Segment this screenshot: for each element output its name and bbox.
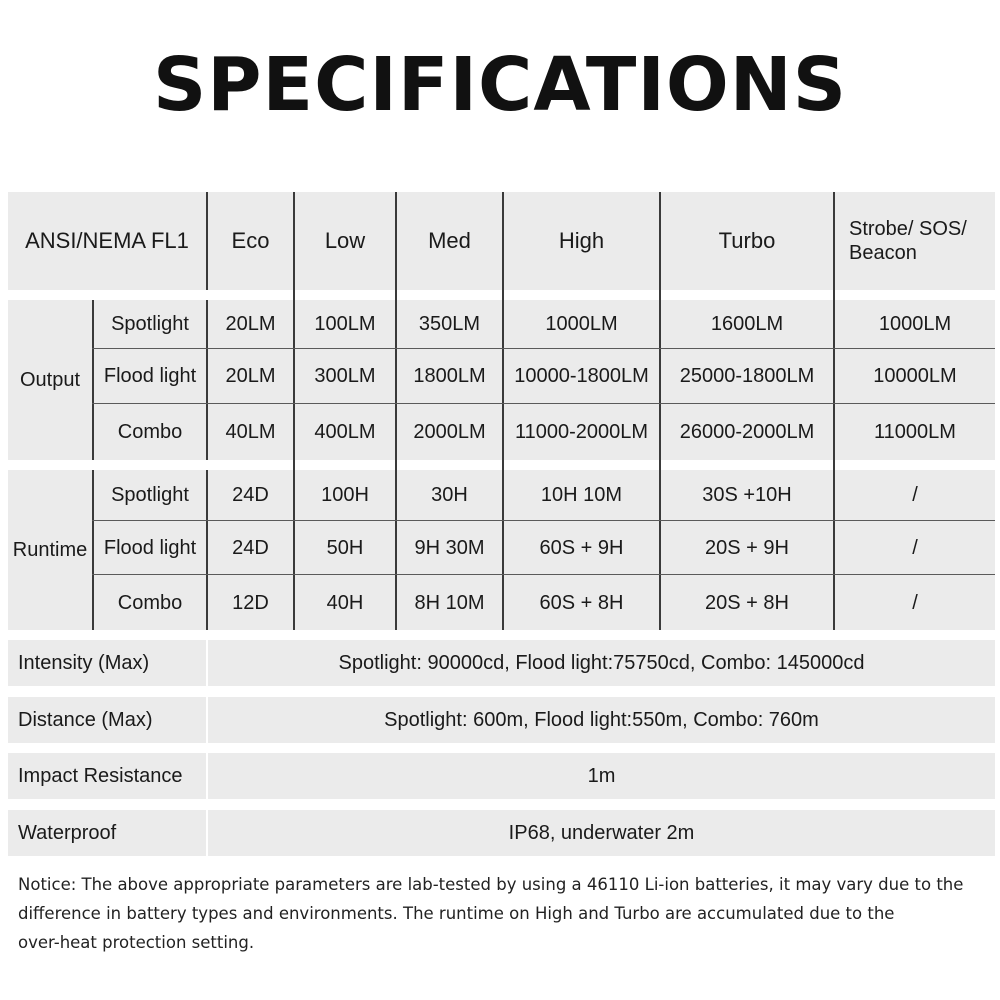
table-cell-text: 24D xyxy=(232,484,269,506)
table-cell-text: 25000-1800LM xyxy=(679,365,815,387)
header-mode-label: Low xyxy=(324,227,366,253)
header-mode-high xyxy=(504,192,659,290)
grid-line xyxy=(659,192,661,630)
table-cell-text: 40H xyxy=(326,591,364,614)
grid-line xyxy=(502,192,504,630)
spec-value xyxy=(208,697,995,743)
grid-line xyxy=(833,192,835,630)
table-cell-text: 8H 10M xyxy=(414,591,485,614)
table-cell-text: 30H xyxy=(431,484,468,506)
table-row-label-text: Combo xyxy=(117,591,183,614)
table-cell-text: 1800LM xyxy=(413,365,486,387)
table-row-label xyxy=(94,300,206,348)
table-row-label-text: Combo xyxy=(117,421,183,443)
table-cell xyxy=(504,300,659,348)
table-cell xyxy=(661,349,833,403)
table-cell xyxy=(208,349,293,403)
table-cell xyxy=(835,521,995,574)
spec-label-text: Waterproof xyxy=(18,822,117,844)
table-cell-text: 1000LM xyxy=(545,313,618,335)
table-cell-text: 26000-2000LM xyxy=(679,421,815,443)
spec-label xyxy=(8,810,206,856)
table-cell xyxy=(295,575,395,630)
spec-value-text: Spotlight: 90000cd, Flood light:75750cd, Combo: 145000cd xyxy=(338,652,865,674)
output-group-label-cell xyxy=(8,300,92,460)
table-cell xyxy=(208,575,293,630)
notice-line: difference in battery types and environments. The runtime on High and Turbo are accumulated due to the xyxy=(18,904,895,923)
table-row-label xyxy=(94,575,206,630)
table-cell-text: 1000LM xyxy=(878,313,952,335)
table-cell-text: 30S +10H xyxy=(702,484,792,506)
grid-line xyxy=(92,574,995,575)
grid-line xyxy=(206,300,208,460)
table-cell-text: 9H 30M xyxy=(414,536,485,559)
table-row-label-text: Spotlight xyxy=(111,313,189,335)
grid-line xyxy=(92,520,995,521)
spec-label-text: Distance (Max) xyxy=(18,709,153,731)
header-mode-label: Eco xyxy=(231,227,270,253)
table-cell xyxy=(208,470,293,520)
grid-line xyxy=(293,192,295,630)
table-cell-text: 10000-1800LM xyxy=(514,365,649,387)
runtime-group-label-cell xyxy=(8,470,92,630)
table-cell xyxy=(504,349,659,403)
header-mode-label: Med xyxy=(428,227,471,253)
table-cell-text: 100LM xyxy=(314,313,376,335)
grid-line xyxy=(92,300,94,460)
table-cell xyxy=(208,404,293,460)
output-group-label: Output xyxy=(19,369,81,391)
table-cell xyxy=(295,349,395,403)
table-cell xyxy=(661,575,833,630)
table-cell xyxy=(835,470,995,520)
table-cell-text: / xyxy=(912,591,918,614)
table-cell xyxy=(835,404,995,460)
table-cell-text: 50H xyxy=(326,536,364,559)
runtime-group-label: Runtime xyxy=(12,539,88,561)
table-cell-text: 12D xyxy=(232,591,269,614)
table-row-label xyxy=(94,470,206,520)
table-cell xyxy=(661,404,833,460)
table-cell-text: 10H 10M xyxy=(540,484,623,506)
table-cell xyxy=(661,470,833,520)
header-label-cell xyxy=(8,192,206,290)
table-cell-text: 350LM xyxy=(418,313,481,335)
table-row-label xyxy=(94,521,206,574)
table-row-label-text: Flood light xyxy=(103,365,197,387)
table-cell-text: 60S + 8H xyxy=(539,591,624,614)
table-cell xyxy=(661,521,833,574)
spec-value-text: 1m xyxy=(587,765,616,787)
table-cell-text: 20LM xyxy=(225,365,276,387)
header-special-line1: Strobe/ SOS/ xyxy=(849,218,967,240)
header-mode-eco xyxy=(208,192,293,290)
header-label: ANSI/NEMA FL1 xyxy=(25,227,189,253)
table-cell xyxy=(504,470,659,520)
table-cell-text: 40LM xyxy=(225,421,276,443)
table-cell xyxy=(295,300,395,348)
header-mode-label: Turbo xyxy=(718,227,776,253)
table-cell-text: 1600LM xyxy=(710,313,784,335)
spec-value xyxy=(208,753,995,799)
table-cell xyxy=(397,470,502,520)
grid-line xyxy=(206,192,208,290)
table-cell-text: 2000LM xyxy=(413,421,486,443)
header-mode-special xyxy=(835,192,995,290)
header-mode-label: High xyxy=(558,227,605,253)
table-cell xyxy=(397,349,502,403)
notice-line: over-heat protection setting. xyxy=(18,933,255,952)
header-special-line2: Beacon xyxy=(849,242,917,264)
table-cell xyxy=(504,404,659,460)
table-cell-text: 11000-2000LM xyxy=(514,421,649,443)
notice-line: Notice: The above appropriate parameters are lab-tested by using a 46110 Li-ion batteries, it may vary due to the xyxy=(18,875,964,894)
table-row-label xyxy=(94,349,206,403)
spec-value xyxy=(208,810,995,856)
table-cell xyxy=(295,404,395,460)
table-cell-text: 10000LM xyxy=(873,365,957,387)
table-cell xyxy=(504,575,659,630)
table-row-label xyxy=(94,404,206,460)
table-cell xyxy=(835,575,995,630)
notice-text xyxy=(18,870,993,957)
spec-label xyxy=(8,640,206,686)
table-cell xyxy=(295,521,395,574)
table-cell-text: 24D xyxy=(232,536,269,559)
header-special-text xyxy=(849,217,967,265)
spec-label xyxy=(8,753,206,799)
spec-label-text: Impact Resistance xyxy=(18,765,183,787)
grid-line xyxy=(92,470,94,630)
table-cell-text: / xyxy=(912,536,918,559)
spec-label xyxy=(8,697,206,743)
table-cell-text: 100H xyxy=(321,484,369,506)
header-mode-turbo xyxy=(661,192,833,290)
spec-label-text: Intensity (Max) xyxy=(18,652,150,674)
table-cell-text: 11000LM xyxy=(874,421,956,443)
header-mode-med xyxy=(397,192,502,290)
table-cell xyxy=(397,575,502,630)
table-cell-text: 20S + 9H xyxy=(705,536,789,559)
table-cell-text: 60S + 9H xyxy=(539,536,624,559)
grid-line xyxy=(395,192,397,630)
spec-value-text: IP68, underwater 2m xyxy=(508,822,695,844)
table-cell-text: 20LM xyxy=(225,313,276,335)
table-cell xyxy=(208,521,293,574)
table-cell-text: 400LM xyxy=(314,421,376,443)
table-row-label-text: Flood light xyxy=(103,536,197,559)
page-title: SPECIFICATIONS xyxy=(153,42,847,128)
table-cell-text: 20S + 8H xyxy=(705,591,789,614)
spec-value xyxy=(208,640,995,686)
table-cell xyxy=(397,521,502,574)
grid-line xyxy=(206,470,208,630)
grid-line xyxy=(92,348,995,349)
table-cell xyxy=(835,300,995,348)
table-cell xyxy=(504,521,659,574)
table-cell xyxy=(397,404,502,460)
header-mode-low xyxy=(295,192,395,290)
spec-value-text: Spotlight: 600m, Flood light:550m, Combo: 760m xyxy=(384,709,819,731)
table-cell-text: 300LM xyxy=(314,365,376,387)
table-cell xyxy=(661,300,833,348)
table-cell xyxy=(835,349,995,403)
table-row-label-text: Spotlight xyxy=(111,484,189,506)
table-cell-text: / xyxy=(912,484,918,506)
table-cell xyxy=(397,300,502,348)
table-cell xyxy=(208,300,293,348)
grid-line xyxy=(92,403,995,404)
table-cell xyxy=(295,470,395,520)
